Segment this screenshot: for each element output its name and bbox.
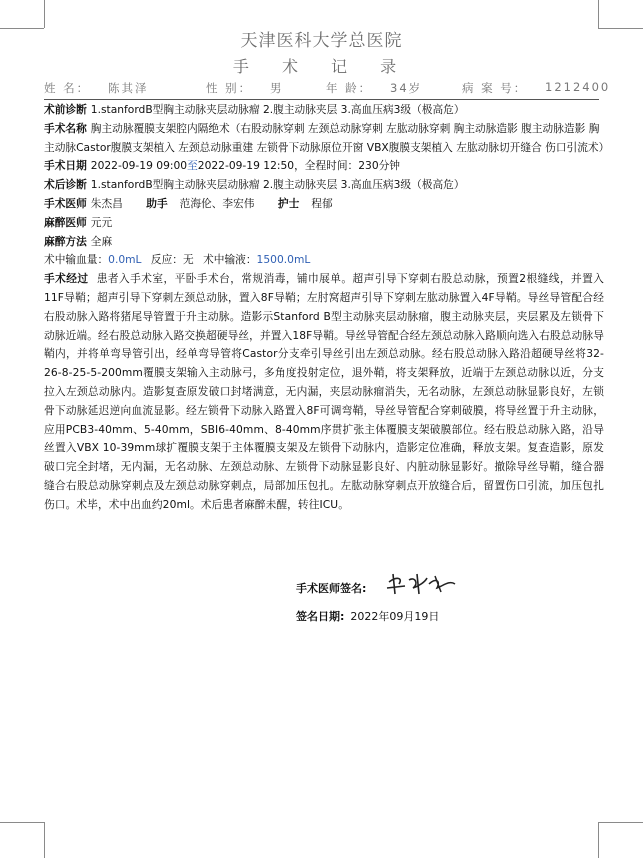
surgery-process-row — [44, 270, 604, 514]
operation-name-label: 手术名称 — [44, 121, 87, 135]
anesthetist-row — [44, 214, 604, 233]
anesthesia-label: 麻醉方法 — [44, 234, 87, 248]
anesthetist: 元元 — [90, 215, 113, 229]
preop-diagnosis: 1.stanfordB型胸主动脉夹层动脉瘤 2.腹主动脉夹层 3.高血压病3级（极高危） — [90, 103, 465, 116]
patient-sex: 男 — [270, 81, 284, 95]
record-number-label: 病 案 号： — [462, 81, 528, 95]
crop-mark — [0, 822, 44, 823]
patient-info-row — [44, 80, 611, 98]
crop-mark — [598, 0, 599, 28]
patient-name: 陈其泽 — [108, 81, 149, 95]
signature-label: 手术医师签名: — [296, 582, 367, 595]
assistants: 范海伦、李宏伟 — [179, 196, 255, 210]
postop-diagnosis-row — [44, 176, 604, 195]
postop-diagnosis: 1.stanfordB型胸主动脉夹层动脉瘤 2.腹主动脉夹层 3.高血压病3级（极高危） — [90, 178, 465, 192]
crop-mark — [44, 822, 45, 858]
operation-date-label: 手术日期 — [44, 159, 87, 173]
name-label: 姓 名： — [44, 81, 91, 95]
blood-transfusion-value: 0.0mL — [108, 253, 142, 267]
anesthesia-row — [44, 233, 604, 252]
operation-name: 胸主动脉覆膜支架腔内隔绝术（右股动脉穿刺 左颈总动脉穿刺 左肱动脉穿刺 胸主动脉造影 腹主动脉造影 胸主动脉Castor腹膜支架植入 左颈总动脉重建 左锁骨下动脉原位开窗 VBX腹膜支架植入 左肱动脉切开缝合 伤口引流术） — [44, 121, 610, 154]
record-number: 1212400 — [545, 80, 611, 94]
anesthetist-label: 麻醉医师 — [44, 215, 87, 229]
age-label: 年 龄： — [326, 81, 373, 95]
reaction: 反应：无 — [150, 253, 194, 267]
assistant-label: 助手 — [146, 196, 168, 210]
patient-age: 34岁 — [390, 81, 423, 95]
infusion-label: 术中输液： — [203, 253, 257, 267]
postop-diagnosis-label: 术后诊断 — [44, 178, 87, 192]
anesthesia-method: 全麻 — [90, 234, 113, 248]
staff-row — [44, 195, 604, 214]
surgeon-label: 手术医师 — [44, 196, 87, 210]
surgery-process: 患者入手术室，平卧手术台，常规消毒，铺巾展单。超声引导下穿刺右股总动脉，预置2根缝线，并置入11F导鞘；超声引导下穿刺左颈总动脉，置入8F导鞘；左肘窝超声引导下穿刺左肱动脉置入4F导鞘。导丝导管配合经右股动脉入路将猪尾导管置于升主动脉。造影示Stanford B型主动脉夹层动脉瘤，腹主动脉夹层，夹层累及左锁骨下动脉近端。经右股总动脉入路交换超硬导丝，并置入18F导鞘。导丝导管配合经左颈总动脉入路顺向选入右股总动脉导鞘内，并将单弯导管引出，经单弯导管将Castor分支牵引导丝引出左颈总动脉。经右股总动脉入路沿超硬导丝将32-26-8-25-5-200mm覆膜支架输入主动脉弓，多角度投射定位，退外鞘，将支架释放，近端于左颈总动脉以近，分支拉入左颈总动脉内。造影复查原发破口封堵满意，无内漏，夹层动脉瘤消失，无名动脉，左颈总动脉显影良好，左锁骨下动脉延迟逆向血流显影。经左锁骨下动脉入路置入8F可调弯鞘，导丝导管配合穿刺破膜，将导丝置于升主动脉，应用PCB3-40mm、5-40mm，SBI6-40mm、8-40mm序贯扩张主体覆膜支架破膜部位。经右股总动脉入路，沿导丝置入VBX 10-39mm球扩覆膜支架于主体覆膜支架及左锁骨下动脉内，造影定位准确，释放支架。复查造影，原发破口完全封堵，无内漏，无名动脉、左颈总动脉、左锁骨下动脉显影良好、内脏动脉显影好。撤除导丝导鞘，缝合器缝合右股总动脉穿刺点及左颈总动脉穿刺点，局部加压包扎。左肱动脉穿刺点开放缝合后，留置伤口引流，加压包扎伤口。术毕，术中出血约20ml。术后患者麻醉未醒，转往ICU。 — [44, 272, 605, 511]
nurse-label: 护士 — [277, 196, 300, 210]
operation-start: 2022-09-19 09:00 — [90, 159, 188, 173]
operation-total-time: 全程时间：230分钟 — [304, 159, 400, 173]
preop-diagnosis-label: 术前诊断 — [44, 103, 87, 116]
operation-name-row — [44, 120, 610, 158]
operation-end: 2022-09-19 12:50， — [197, 159, 305, 173]
signature-row — [296, 580, 366, 596]
intraop-fluids-row — [44, 251, 604, 270]
crop-mark — [44, 0, 45, 28]
crop-mark — [598, 822, 643, 823]
surgery-record-body — [44, 101, 610, 515]
operation-date-row — [44, 157, 604, 176]
document-title: 手 术 记 录 — [232, 57, 411, 76]
blood-transfusion-label: 术中输血量： — [44, 253, 109, 267]
signature-date-label: 签名日期: — [296, 610, 345, 623]
handwritten-signature — [383, 570, 463, 600]
surgeon: 朱杰昌 — [90, 196, 123, 210]
preop-diagnosis-row — [44, 101, 604, 120]
sex-label: 性 别： — [206, 81, 253, 95]
signature-date: 2022年09月19日 — [350, 610, 440, 623]
nurse: 程郁 — [311, 196, 333, 210]
hospital-name: 天津医科大学总医院 — [240, 31, 403, 51]
crop-mark — [598, 822, 599, 858]
signature-date-row — [296, 608, 439, 624]
surgery-process-label: 手术经过 — [44, 272, 89, 286]
operation-to: 至 — [187, 159, 198, 173]
header-rule — [44, 99, 599, 100]
infusion-value: 1500.0mL — [256, 253, 311, 267]
